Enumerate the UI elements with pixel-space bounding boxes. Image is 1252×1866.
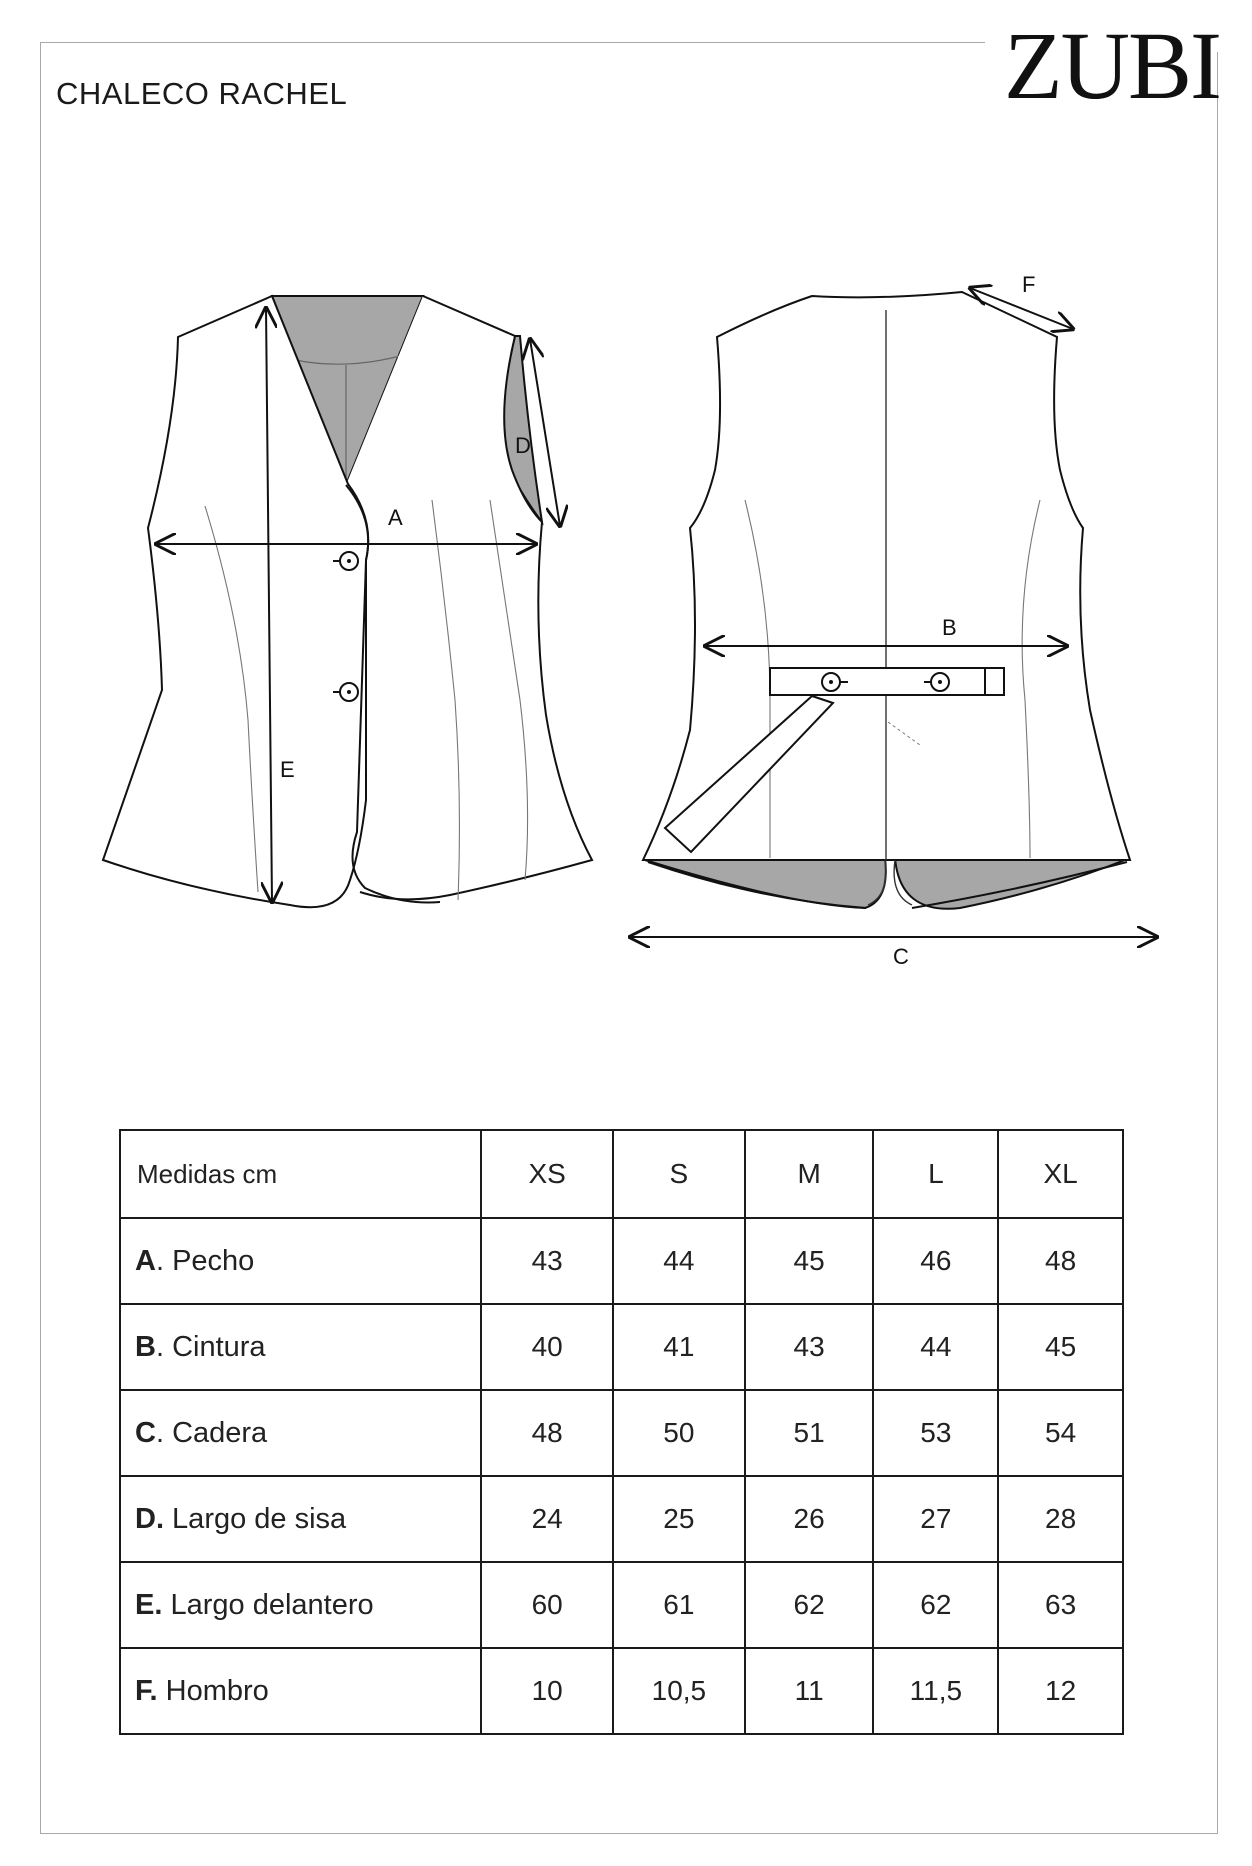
label-B: B — [942, 615, 957, 640]
measure-label — [120, 1476, 481, 1562]
back-view — [643, 292, 1130, 909]
table-cell: 44 — [873, 1304, 998, 1390]
measure-label — [120, 1562, 481, 1648]
table-cell: 43 — [481, 1218, 613, 1304]
table-row — [120, 1562, 1123, 1648]
measure-letter: C — [135, 1416, 156, 1449]
table-cell: 27 — [873, 1476, 998, 1562]
table-cell: 45 — [745, 1218, 874, 1304]
measure-name: Largo de sisa — [164, 1502, 347, 1535]
label-E: E — [280, 757, 295, 782]
table-cell: 53 — [873, 1390, 998, 1476]
label-C: C — [893, 944, 909, 969]
measure-letter: D. — [135, 1502, 164, 1535]
size-header: L — [873, 1130, 998, 1218]
size-header: XL — [998, 1130, 1123, 1218]
table-cell: 48 — [481, 1390, 613, 1476]
label-D: D — [515, 433, 531, 458]
front-view — [103, 296, 592, 915]
table-cell: 10 — [481, 1648, 613, 1734]
table-cell: 24 — [481, 1476, 613, 1562]
product-title: CHALECO RACHEL — [56, 76, 348, 111]
table-cell: 45 — [998, 1304, 1123, 1390]
table-cell: 28 — [998, 1476, 1123, 1562]
measure-name: Hombro — [157, 1674, 269, 1707]
table-cell: 11 — [745, 1648, 874, 1734]
table-cell: 44 — [613, 1218, 745, 1304]
measure-label — [120, 1390, 481, 1476]
size-header: XS — [481, 1130, 613, 1218]
table-cell: 63 — [998, 1562, 1123, 1648]
back-hem-lining-right — [895, 858, 1130, 909]
table-cell: 40 — [481, 1304, 613, 1390]
brand-logo: ZUBI — [1004, 12, 1220, 119]
table-cell: 48 — [998, 1218, 1123, 1304]
measure-letter: E. — [135, 1588, 163, 1621]
measure-label — [120, 1304, 481, 1390]
table-cell: 50 — [613, 1390, 745, 1476]
table-cell: 26 — [745, 1476, 874, 1562]
measure-label — [120, 1648, 481, 1734]
measure-name: . Cintura — [155, 1330, 266, 1363]
measure-label — [120, 1218, 481, 1304]
table-cell: 46 — [873, 1218, 998, 1304]
size-chart-table — [119, 1129, 1124, 1735]
table-row — [120, 1648, 1123, 1734]
table-cell: 41 — [613, 1304, 745, 1390]
table-cell: 51 — [745, 1390, 874, 1476]
table-cell: 11,5 — [873, 1648, 998, 1734]
label-F: F — [1022, 272, 1036, 297]
table-row — [120, 1304, 1123, 1390]
measure-letter: A — [135, 1244, 156, 1277]
table-cell: 10,5 — [613, 1648, 745, 1734]
measures-header: Medidas cm — [120, 1130, 481, 1218]
measure-letter: B — [135, 1330, 156, 1363]
measure-name: . Pecho — [155, 1244, 255, 1277]
table-cell: 25 — [613, 1476, 745, 1562]
back-hem-lining-left — [645, 858, 886, 908]
table-header-row — [120, 1130, 1123, 1218]
back-belt — [770, 668, 1004, 695]
table-row — [120, 1390, 1123, 1476]
table-cell: 61 — [613, 1562, 745, 1648]
table-cell: 62 — [745, 1562, 874, 1648]
measure-name: . Cadera — [155, 1416, 268, 1449]
measure-letter: F. — [135, 1674, 158, 1707]
table-cell: 12 — [998, 1648, 1123, 1734]
size-header: S — [613, 1130, 745, 1218]
measure-name: Largo delantero — [162, 1588, 374, 1621]
table-cell: 43 — [745, 1304, 874, 1390]
table-row — [120, 1476, 1123, 1562]
table-row — [120, 1218, 1123, 1304]
label-A: A — [388, 505, 403, 530]
table-cell: 62 — [873, 1562, 998, 1648]
table-cell: 54 — [998, 1390, 1123, 1476]
size-header: M — [745, 1130, 874, 1218]
table-cell: 60 — [481, 1562, 613, 1648]
